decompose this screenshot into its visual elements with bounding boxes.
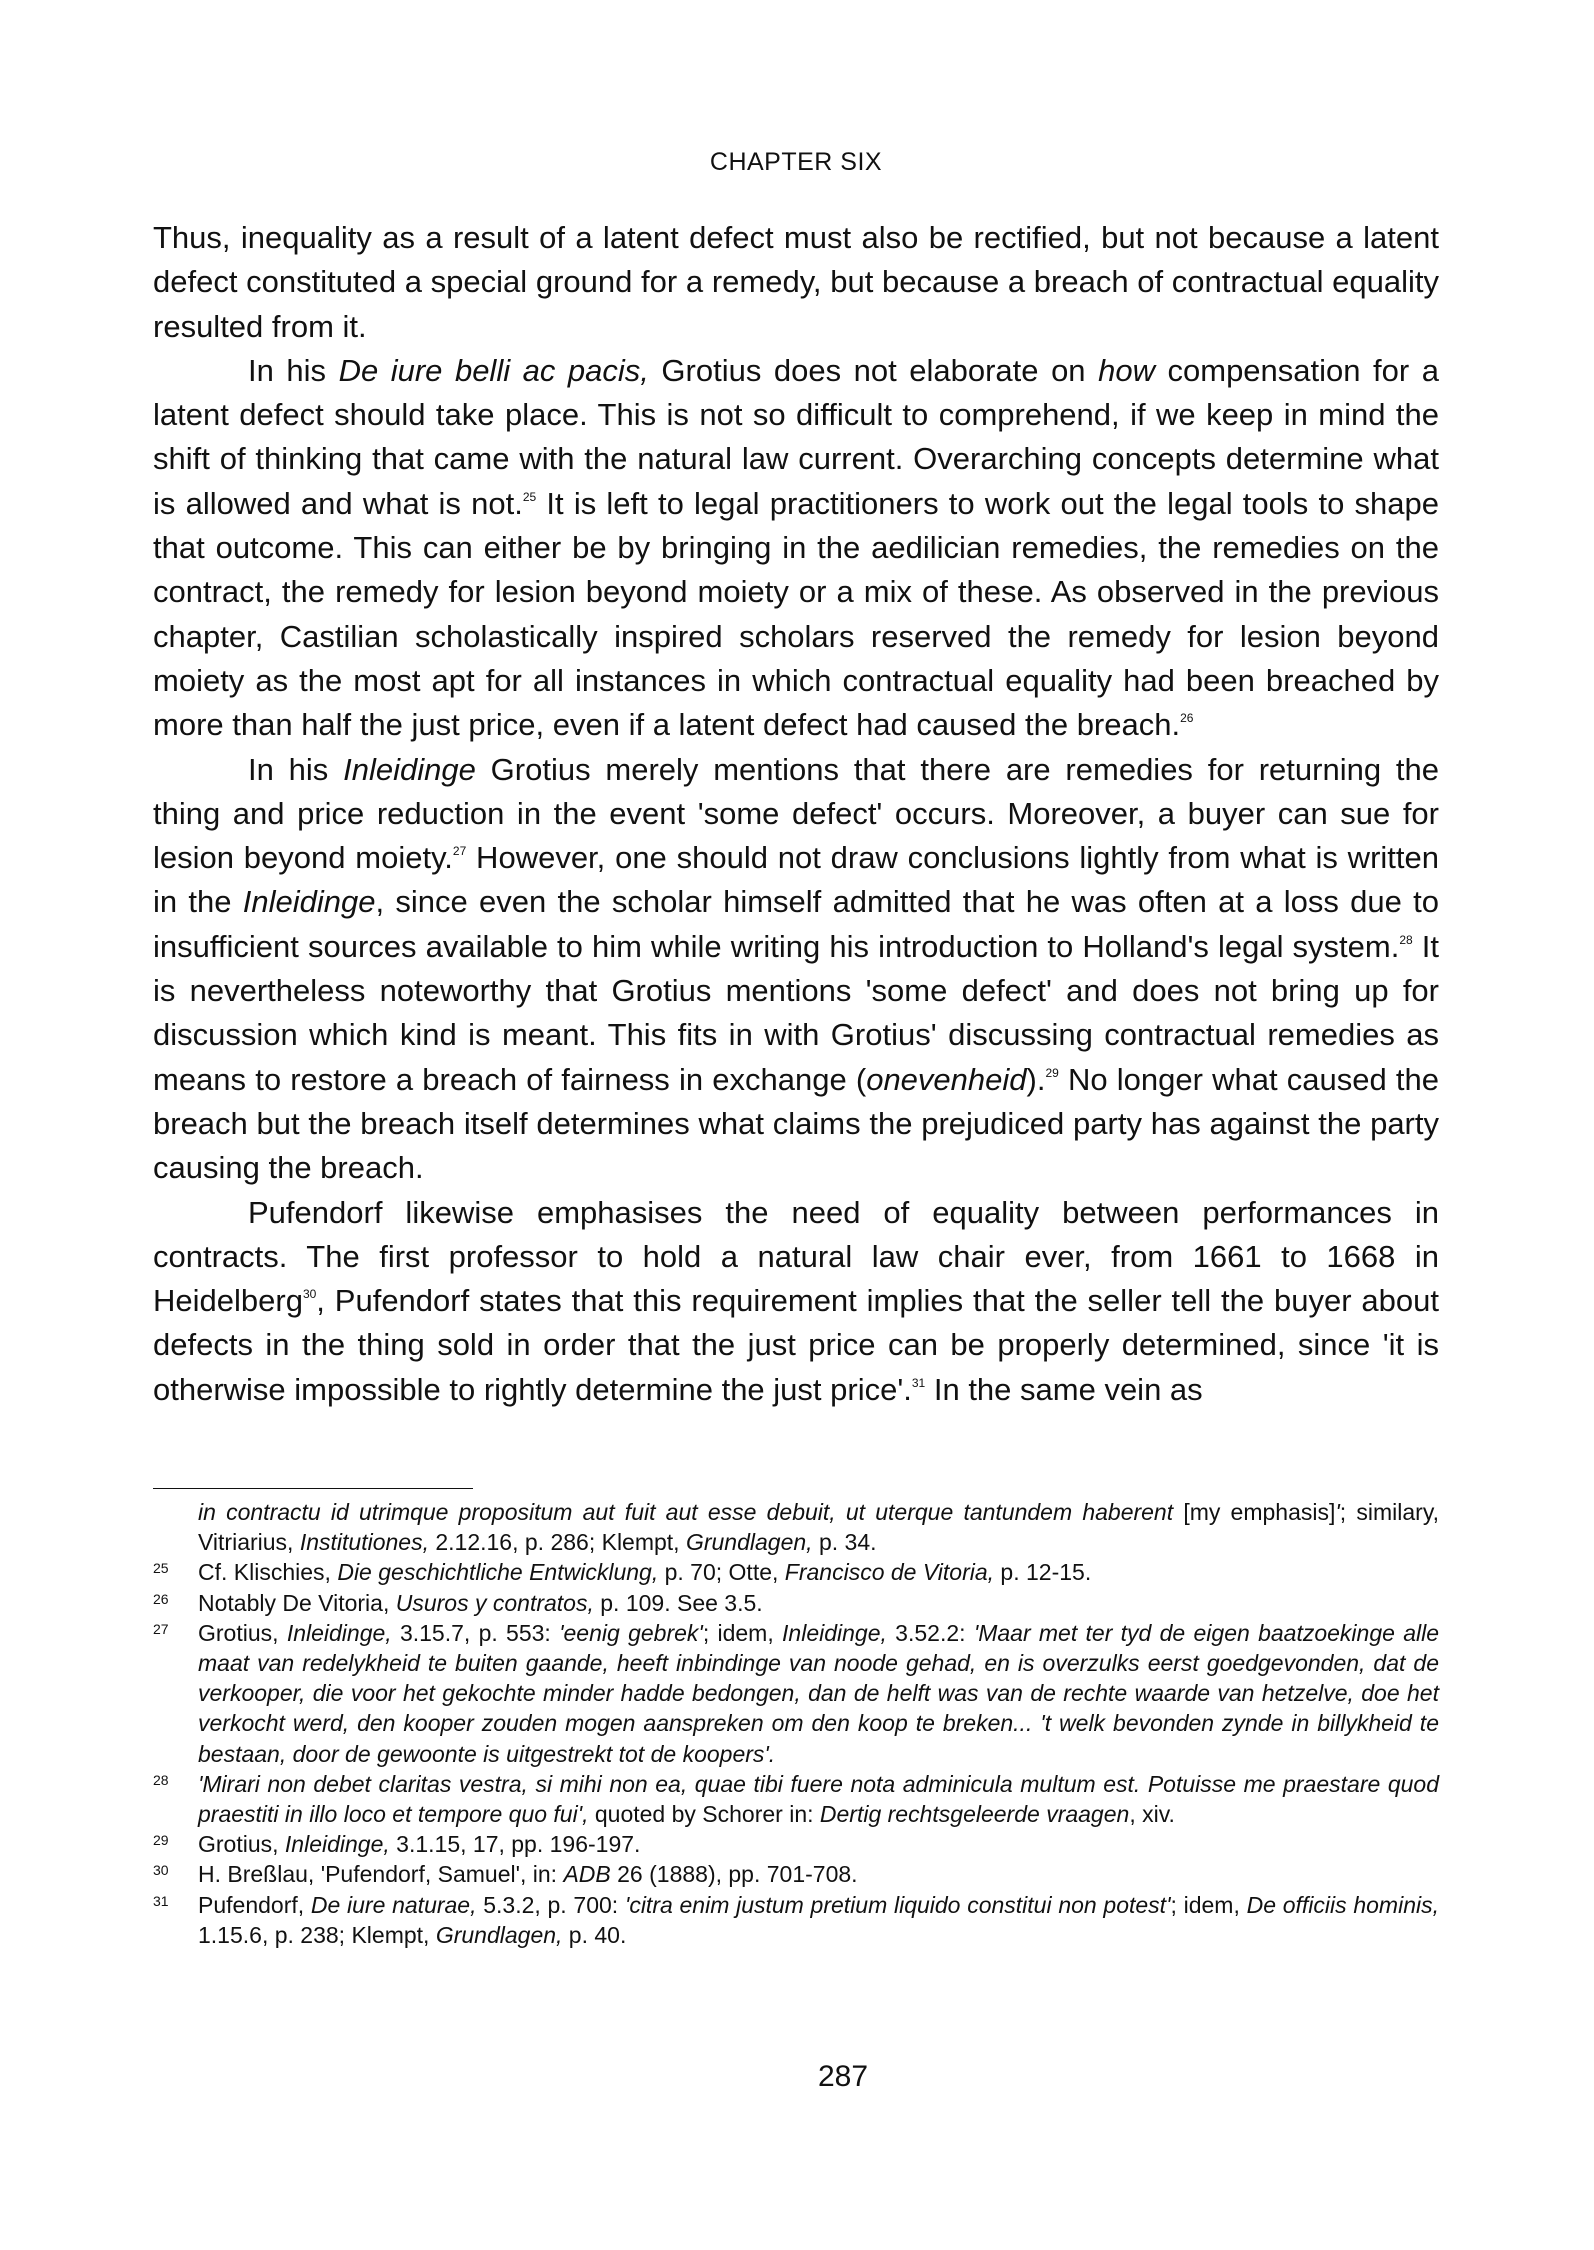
footnote-ref-28[interactable]: 28 bbox=[1399, 932, 1413, 947]
footnote-number: 28 bbox=[153, 1771, 169, 1788]
footnote-ref-30[interactable]: 30 bbox=[302, 1287, 317, 1302]
footnote-27: 27 Grotius, Inleidinge, 3.15.7, p. 553: 'eenig gebrek'; idem, Inleidinge, 3.52.2: 'Maar met ter tyd de eigen baatzoekinge alle maat van redelykheid te buiten gaande, heeft inbindinge van noode gehad, en is overzulks eerst goedgevonden, dat de verkooper, die voor het gekochte minder hadde bedongen, dan de helft was van de rechte waarde van hetzelve, doe het verkocht werd, den kooper zouden mogen aanspreken om den koop te breken... 't welk bevonden zynde in billykheid te bestaan, door de gewoonte is uitgestrekt tot de koopers'. bbox=[153, 1618, 1439, 1769]
footnote-30: 30 H. Breßlau, 'Pufendorf, Samuel', in: ADB 26 (1888), pp. 701-708. bbox=[153, 1859, 1439, 1889]
running-head: CHAPTER SIX bbox=[709, 148, 883, 176]
paragraph-3: In his Inleidinge Grotius merely mentions that there are remedies for returning the thing and price reduction in the event 'some defect' occurs. Moreover, a buyer can sue for lesion beyond moiety.$^{27}$ However, one should not draw conclusions lightly from what is written in the Inleidinge, since even the scholar himself admitted that he was often at a loss due to insufficient sources available to him while writing his introduction to Holland's legal system.$^{28}$ It is nevertheless noteworthy that Grotius mentions 'some defect' and does not bring up for discussion which kind is meant. This fits in with Grotius' discussing contractual remedies as means to restore a breach of fairness in exchange (onevenheid).$^{29}$ No longer what caused the breach but the breach itself determines what claims the prejudiced party has against the party causing the breach. bbox=[153, 751, 1440, 1186]
footnote-number: 25 bbox=[153, 1560, 169, 1577]
footnote-28: 28 'Mirari non debet claritas vestra, si mihi non ea, quae tibi fuere nota adminicula multum est. Potuisse me praestare quod praestiti in illo loco et tempore quo fui', quoted by Schorer in: Dertig rechtsgeleerde vraagen, xiv. bbox=[153, 1769, 1439, 1829]
footnote-29: 29 Grotius, Inleidinge, 3.1.15, 17, pp. 196-197. bbox=[153, 1829, 1439, 1859]
footnote-number: 27 bbox=[153, 1620, 169, 1637]
footnote-ref-26[interactable]: 26 bbox=[1180, 711, 1194, 726]
footnote-26: 26 Notably De Vitoria, Usuros y contratos, p. 109. See 3.5. bbox=[153, 1588, 1439, 1618]
footnote-continuation: in contractu id utrimque propositum aut fuit aut esse debuit, ut uterque tantundem haberent [my emphasis]'; similary, Vitriarius, Institutiones, 2.12.16, p. 286; Klempt, Grundlagen, p. 34. bbox=[198, 1499, 1440, 1556]
footnote-ref-29[interactable]: 29 bbox=[1045, 1065, 1059, 1080]
footnote-ref-25[interactable]: 25 bbox=[522, 489, 537, 504]
footnote-number: 26 bbox=[153, 1590, 169, 1607]
footnote-separator bbox=[153, 1488, 473, 1489]
paragraph-1: Thus, inequality as a result of a latent defect must also be rectified, but not because a latent defect constituted a special ground for a remedy, but because a breach of contractual equality resulted from it. bbox=[153, 220, 1439, 344]
page-number: 287 bbox=[817, 2060, 869, 2093]
paragraph-2: In his De iure belli ac pacis, Grotius does not elaborate on how compensation for a latent defect should take place. This is not so difficult to comprehend, if we keep in mind the shift of thinking that came with the natural law current. Overarching concepts determine what is allowed and what is not.$^{25}$ It is left to legal practitioners to work out the legal tools to shape that outcome. This can either be by bringing in the aedilician remedies, the remedies on the contract, the remedy for lesion beyond moiety or a mix of these. As observed in the previous chapter, Castilian scholastically inspired scholars reserved the remedy for lesion beyond moiety as the most apt for all instances in which contractual equality had been breached by more than half the just price, even if a latent defect had caused the breach.$^{26}$ bbox=[153, 352, 1439, 743]
footnote-number: 30 bbox=[153, 1862, 169, 1879]
main-text bbox=[153, 216, 1439, 1412]
footnote-number: 31 bbox=[153, 1892, 169, 1909]
book-page bbox=[153, 0, 1439, 2250]
footnote-31: 31 Pufendorf, De iure naturae, 5.3.2, p. 700: 'citra enim justum pretium liquido constitui non potest'; idem, De officiis hominis, 1.15.6, p. 238; Klempt, Grundlagen, p. 40. bbox=[153, 1890, 1439, 1950]
footnote-number: 29 bbox=[153, 1832, 169, 1849]
footnote-ref-27[interactable]: 27 bbox=[452, 844, 467, 859]
paragraph-4: Pufendorf likewise emphasises the need of equality between performances in contracts. The first professor to hold a natural law chair ever, from 1661 to 1668 in Heidelberg$^{30}$, Pufendorf states that this requirement implies that the seller tell the buyer about defects in the thing sold in order that the just price can be properly determined, since 'it is otherwise impossible to rightly determine the just price'.$^{31}$ In the same vein as bbox=[153, 1194, 1439, 1407]
footnotes bbox=[153, 1497, 1439, 1950]
footnote-ref-31[interactable]: 31 bbox=[911, 1375, 926, 1390]
footnote-25: 25 Cf. Klischies, Die geschichtliche Entwicklung, p. 70; Otte, Francisco de Vitoria, p. 12-15. bbox=[153, 1557, 1439, 1587]
